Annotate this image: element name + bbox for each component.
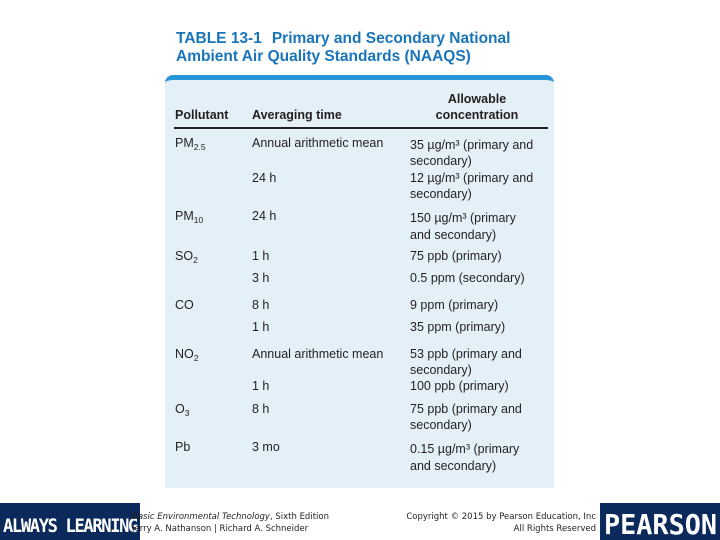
averaging-time-cell: 24 h	[252, 209, 277, 223]
concentration-cell-line2: and secondary)	[410, 459, 497, 473]
concentration-cell-line2: secondary)	[410, 187, 472, 201]
always-learning-logo	[0, 503, 140, 540]
table-title-line2: Ambient Air Quality Standards (NAAQS)	[176, 48, 471, 65]
book-authors: Jerry A. Nathanson | Richard A. Schneider	[132, 524, 309, 534]
concentration-cell-line1: 75 ppb (primary)	[410, 249, 502, 263]
pollutant-cell	[175, 401, 189, 421]
rights-line: All Rights Reserved	[513, 524, 596, 534]
copyright-line: Copyright © 2015 by Pearson Education, Inc	[406, 512, 596, 522]
pollutant-symbol: SO	[175, 249, 194, 263]
concentration-cell-line1: 35 ppm (primary)	[410, 320, 506, 334]
book-edition: , Sixth Edition	[269, 512, 329, 522]
averaging-time-cell: 8 h	[252, 402, 270, 416]
averaging-time-cell: 1 h	[252, 379, 270, 393]
pollutant-subscript: 10	[193, 215, 204, 225]
concentration-cell-line2: secondary)	[410, 154, 472, 168]
pollutant-cell	[175, 135, 206, 155]
header-rule	[174, 127, 548, 129]
pollutant-cell	[175, 297, 194, 313]
svg-text:PEARSON: PEARSON	[604, 508, 717, 540]
concentration-cell-line1: 0.15 µg/m³ (primary	[410, 442, 520, 456]
pollutant-symbol: PM	[175, 136, 194, 150]
table-title	[176, 30, 556, 66]
pollutant-symbol: CO	[175, 298, 194, 312]
averaging-time-cell: 24 h	[252, 171, 277, 185]
pollutant-cell	[175, 208, 203, 228]
pollutant-cell	[175, 346, 198, 366]
pollutant-subscript: 2	[193, 353, 199, 363]
concentration-cell-line1: 53 ppb (primary and	[410, 347, 522, 361]
svg-text:ALWAYS LEARNING: ALWAYS LEARNING	[3, 515, 138, 537]
averaging-time-cell: 8 h	[252, 298, 270, 312]
concentration-cell-line2: and secondary)	[410, 228, 497, 242]
pollutant-symbol: PM	[175, 209, 194, 223]
pollutant-cell	[175, 439, 190, 455]
concentration-cell-line1: 150 µg/m³ (primary	[410, 211, 516, 225]
header-concentration-line1: Allowable	[447, 92, 507, 106]
concentration-cell-line2: secondary)	[410, 363, 472, 377]
pollutant-symbol: Pb	[175, 440, 191, 454]
concentration-cell-line1: 100 ppb (primary)	[410, 379, 509, 393]
averaging-time-cell: 1 h	[252, 320, 270, 334]
averaging-time-cell: Annual arithmetic mean	[252, 347, 384, 361]
averaging-time-cell: Annual arithmetic mean	[252, 136, 384, 150]
pollutant-subscript: 2	[193, 255, 198, 265]
averaging-time-cell: 1 h	[252, 249, 270, 263]
pollutant-subscript: 3	[184, 408, 190, 418]
header-pollutant: Pollutant	[175, 108, 229, 122]
pearson-logo	[600, 503, 720, 540]
book-title: Basic Environmental Technology	[132, 512, 270, 522]
copyright-notice	[398, 511, 596, 535]
header-averaging-time: Averaging time	[252, 108, 342, 122]
pollutant-symbol: O	[175, 402, 185, 416]
concentration-cell-line1: 75 ppb (primary and	[410, 402, 522, 416]
book-citation	[132, 511, 329, 535]
pollutant-cell	[175, 248, 198, 268]
averaging-time-cell: 3 h	[252, 271, 270, 285]
concentration-cell-line1: 35 µg/m³ (primary and	[410, 138, 534, 152]
concentration-cell-line1: 0.5 ppm (secondary)	[410, 271, 525, 285]
averaging-time-cell: 3 mo	[252, 440, 280, 454]
concentration-cell-line1: 12 µg/m³ (primary and	[410, 171, 534, 185]
pollutant-symbol: NO	[175, 347, 194, 361]
concentration-cell-line2: secondary)	[410, 418, 472, 432]
header-concentration-line2: concentration	[435, 108, 519, 122]
table-title-line1: Primary and Secondary National	[271, 30, 511, 47]
pollutant-subscript: 2.5	[193, 142, 206, 152]
concentration-cell-line1: 9 ppm (primary)	[410, 298, 499, 312]
table-number: TABLE 13-1	[176, 30, 262, 47]
